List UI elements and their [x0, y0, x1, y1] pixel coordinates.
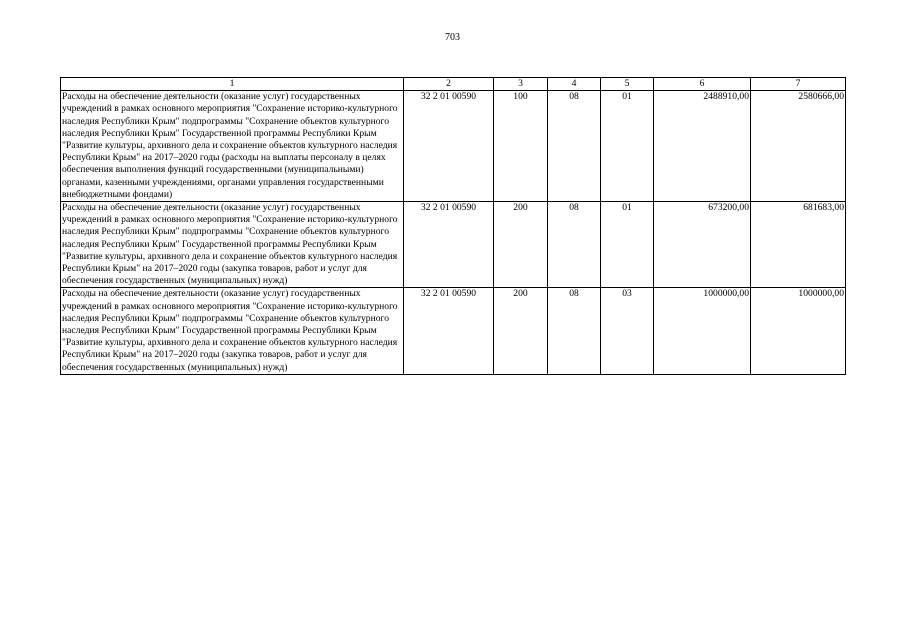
row-section: 08: [548, 288, 601, 374]
row-description: Расходы на обеспечение деятельности (оказание услуг) государственных учреждений в рамках основного мероприятия "Сохранение историко-культурного наследия Республики Крым" подпрограммы "Сохранение объектов культурного наследия Республики Крым" Государственной программы Республики Крым "Развитие культуры, архивного дела и сохранение объектов культурного наследия Республики Крым" на 2017–2020 годы (закупка товаров, работ и услуг для обеспечения государственных (муниципальных) нужд): [61, 202, 404, 288]
row-amount-col7: 2580666,00: [751, 91, 846, 202]
row-amount-col6: 1000000,00: [654, 288, 751, 374]
row-description: Расходы на обеспечение деятельности (оказание услуг) государственных учреждений в рамках основного мероприятия "Сохранение историко-культурного наследия Республики Крым" подпрограммы "Сохранение объектов культурного наследия Республики Крым" Государственной программы Республики Крым "Развитие культуры, архивного дела и сохранение объектов культурного наследия Республики Крым" на 2017–2020 годы (расходы на выплаты персоналу в целях обеспечения выполнения функций государственными (муниципальными) органами, казенными учреждениями, органами управления государственными внебюджетными фондами): [61, 91, 404, 202]
table-row: [61, 91, 846, 202]
row-section: 08: [548, 91, 601, 202]
column-header-5: 5: [601, 78, 654, 91]
row-target-article: 32 2 01 00590: [404, 91, 494, 202]
column-header-7: 7: [751, 78, 846, 91]
row-amount-col7: 1000000,00: [751, 288, 846, 374]
budget-table: [60, 77, 846, 375]
row-expense-type: 200: [494, 202, 548, 288]
row-target-article: 32 2 01 00590: [404, 288, 494, 374]
row-amount-col7: 681683,00: [751, 202, 846, 288]
row-subsection: 03: [601, 288, 654, 374]
row-description: Расходы на обеспечение деятельности (оказание услуг) государственных учреждений в рамках основного мероприятия "Сохранение историко-культурного наследия Республики Крым" подпрограммы "Сохранение объектов культурного наследия Республики Крым" Государственной программы Республики Крым "Развитие культуры, архивного дела и сохранение объектов культурного наследия Республики Крым" на 2017–2020 годы (закупка товаров, работ и услуг для обеспечения государственных (муниципальных) нужд): [61, 288, 404, 374]
table-row: [61, 288, 846, 374]
row-target-article: 32 2 01 00590: [404, 202, 494, 288]
row-amount-col6: 2488910,00: [654, 91, 751, 202]
row-subsection: 01: [601, 91, 654, 202]
column-header-4: 4: [548, 78, 601, 91]
page-number: 703: [445, 32, 460, 43]
column-header-1: 1: [61, 78, 404, 91]
row-expense-type: 100: [494, 91, 548, 202]
column-header-6: 6: [654, 78, 751, 91]
row-amount-col6: 673200,00: [654, 202, 751, 288]
column-header-2: 2: [404, 78, 494, 91]
row-expense-type: 200: [494, 288, 548, 374]
row-section: 08: [548, 202, 601, 288]
table-row: [61, 202, 846, 288]
column-header-3: 3: [494, 78, 548, 91]
header-row: [61, 78, 846, 91]
row-subsection: 01: [601, 202, 654, 288]
